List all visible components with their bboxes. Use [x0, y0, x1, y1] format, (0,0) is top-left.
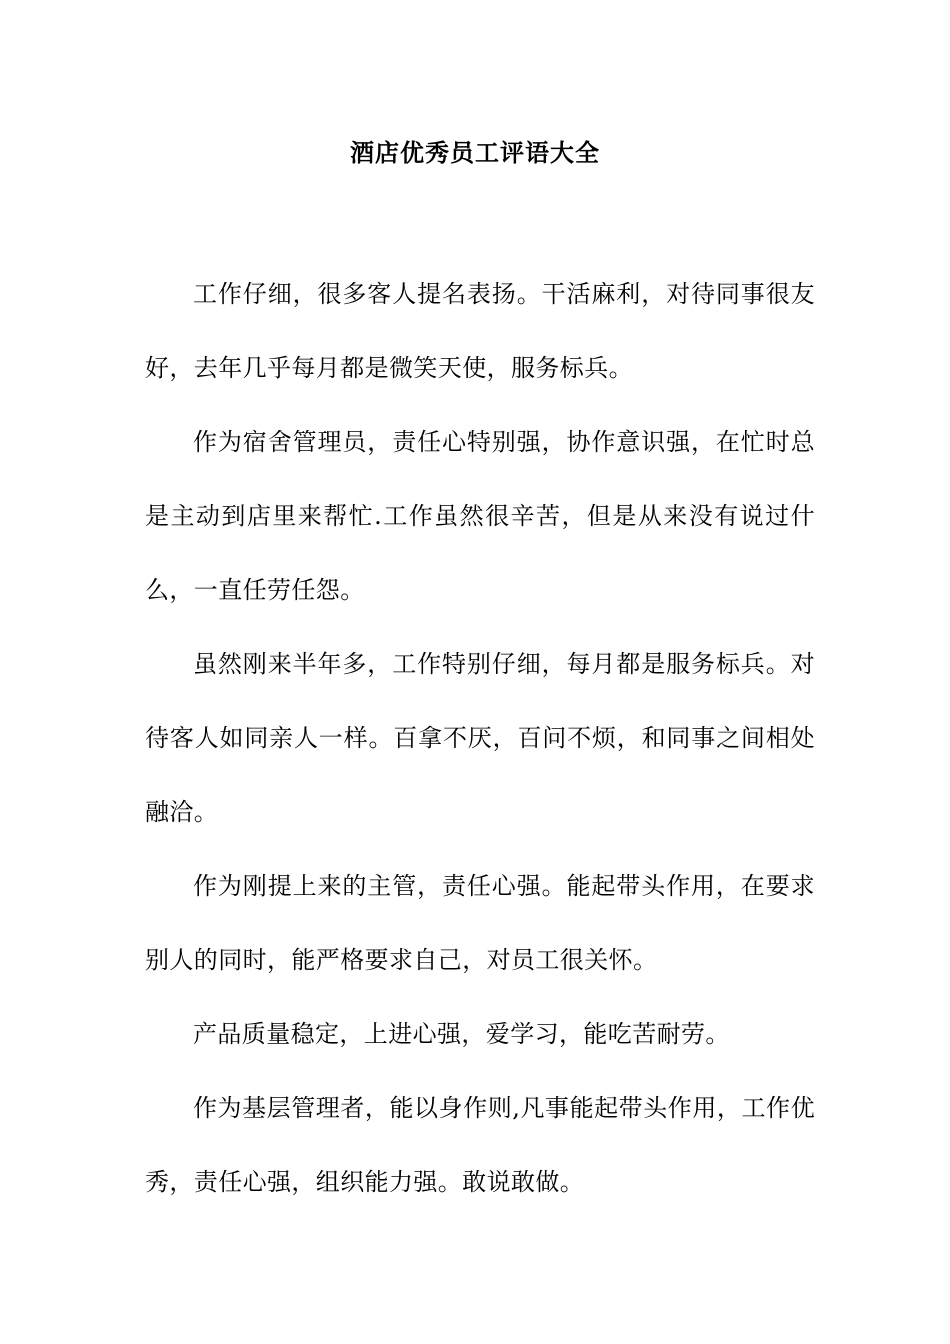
paragraph-3: 虽然刚来半年多，工作特别仔细，每月都是服务标兵。对待客人如同亲人一样。百拿不厌，百问不烦，和同事之间相处融洽。 [145, 650, 815, 826]
paragraph-2: 作为宿舍管理员，责任心特别强，协作意识强，在忙时总是主动到店里来帮忙.工作虽然很辛苦，但是从来没有说过什么，一直任劳任怨。 [145, 428, 815, 604]
document-title: 酒店优秀员工评语大全 [350, 138, 600, 167]
paragraph-5: 产品质量稳定，上进心强，爱学习，能吃苦耐劳。 [193, 1020, 730, 1048]
paragraph-4: 作为刚提上来的主管，责任心强。能起带头作用，在要求别人的同时，能严格要求自己，对员工很关怀。 [145, 872, 815, 974]
paragraph-1: 工作仔细，很多客人提名表扬。干活麻利，对待同事很友好，去年几乎每月都是微笑天使，服务标兵。 [145, 280, 815, 382]
paragraph-6: 作为基层管理者，能以身作则,凡事能起带头作用，工作优秀，责任心强，组织能力强。敢说敢做。 [145, 1094, 815, 1196]
document-body [145, 257, 815, 1219]
